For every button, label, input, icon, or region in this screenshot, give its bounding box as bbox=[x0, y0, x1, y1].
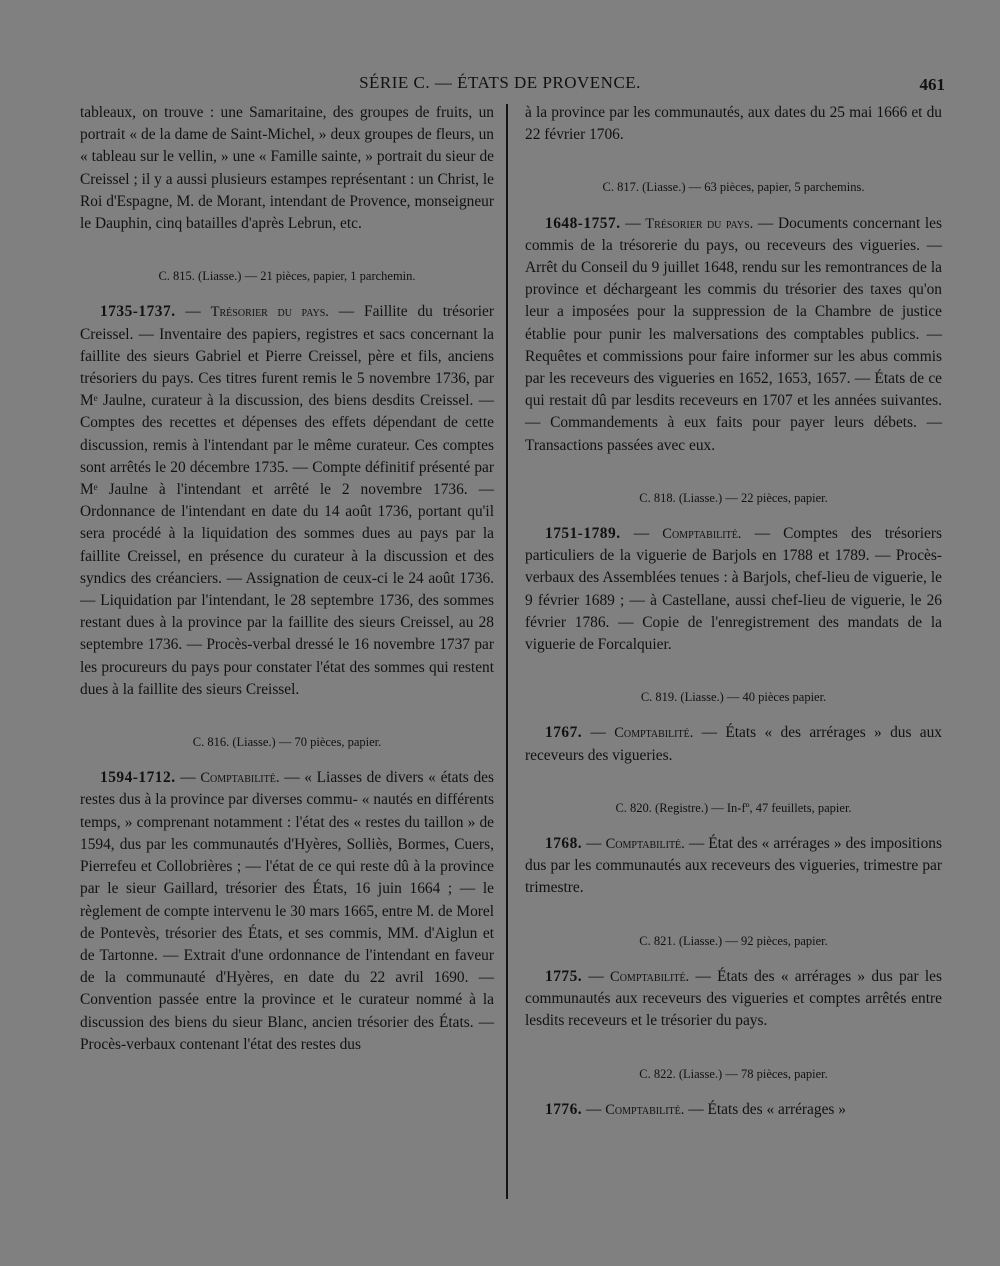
entry-cote: C. 820. (Registre.) — In-fº, 47 feuillets, papier. bbox=[615, 800, 852, 815]
entry-cote: C. 816. (Liasse.) — 70 pièces, papier. bbox=[192, 735, 382, 750]
entry-body: 1775. — Comptabilité. — États des « arrérages » dus par les communautés aux receveurs des vigueries et comptes arrêtés entre lesdits receveurs et le trésorier du pays. bbox=[525, 967, 942, 1030]
entry-body: 1648-1757. — Trésorier du pays. — Documents concernant les commis de la trésorerie du pays, ou receveurs des vigueries. — Arrêt du Conseil du 9 juillet 1648, rendu sur les remontrances de la province et déchargeant les commis du trésorier des taxes qu'on leur a imposées pour la suppression de la Chambre de justice établie pour punir les malversations des comptables publics. — Requêtes et commissions pour faire informer sur les abus commis par les receveurs des vigueries en 1652, 1653, 1657. — États de ce qui restait dû par lesdits receveurs en 1707 et les années suivantes. — Commandements à eux faits pour payer leurs débets. — Transactions passées avec eux. bbox=[525, 214, 943, 454]
entry-rubric: Comptabilité. bbox=[614, 725, 694, 742]
entry-rubric: Comptabilité. bbox=[605, 1101, 685, 1118]
entry-body: 1751-1789. — Comptabilité. — Comptes des trésoriers particuliers de la viguerie de Barjols en 1788 et 1789. — Procès-verbaux des Assemblées tenues : à Barjols, chef-lieu de viguerie, le 9 février 1689 ; — à Castellane, aussi chef-lieu de viguerie, le 26 février 1786. — Copie de l'enregistrement des mandats de la viguerie de Forcalquier. bbox=[525, 525, 942, 654]
running-head: SÉRIE C. — ÉTATS DE PROVENCE. bbox=[359, 73, 641, 92]
entry-cote: C. 819. (Liasse.) — 40 pièces papier. bbox=[640, 690, 827, 705]
archive-entry bbox=[525, 686, 942, 767]
continuation-text: à la province par les communautés, aux dates du 25 mai 1666 et du 22 février 1706. bbox=[525, 104, 942, 144]
entry-text: — États des « arrérages » bbox=[688, 1100, 846, 1118]
entry-body: 1735-1737. — Trésorier du pays. — Faillite du trésorier Creissel. — Inventaire des papiers, registres et sacs concernant la faillite des sieurs Gabriel et Pierre Creissel, père et fils, anciens trésoriers du pays. Ces titres furent remis le 5 novembre 1736, par Mᵉ Jaulne, curateur à la discussion, des biens desdits Creissel. — Comptes des recettes et dépenses des effets dépendant de cette discussion, remis à l'intendant par le même curateur. Ces comptes sont arrêtés le 20 décembre 1735. — Compte définitif présenté par Mᵉ Jaulne à l'intendant et arrêté le 2 novembre 1736. — Ordonnance de l'intendant en date du 14 août 1736, portant qu'il sera procédé à la liquidation des sommes dues au pays par la faillite Creissel, en présence du curateur à la discussion et des syndics des créanciers. — Assignation de ceux-ci le 24 août 1736. — Liquidation par l'intendant, le 28 septembre 1736, des sommes restant dues à la province par la faillite des sieurs Creissel, au 28 septembre 1736. — Procès-verbal dressé le 16 novembre 1737 par les procureurs du pays pour constater l'état des sommes qui restent dues à la faillite des sieurs Creissel. bbox=[80, 303, 494, 698]
entry-rubric: Comptabilité. bbox=[610, 968, 690, 985]
entry-body: 1767. — Comptabilité. — États « des arrérages » dus aux receveurs des vigueries. bbox=[525, 724, 942, 764]
archive-entry bbox=[80, 731, 494, 1056]
entry-rubric: Trésorier du pays. bbox=[645, 215, 754, 232]
entry-cote: C. 821. (Liasse.) — 92 pièces, papier. bbox=[639, 933, 828, 948]
entry-text: — Faillite du trésorier Creissel. — Inventaire des papiers, registres et sacs concernant la faillite des sieurs Gabriel et Pierre Creissel, père et fils, anciens trésoriers du pays. Ces titres furent remis le 5 novembre 1736, par Mᵉ Jaulne, curateur à la discussion, des biens desdits Creissel. — Comptes des recettes et dépenses des effets dépendant de cette discussion, remis à l'intendant par le même curateur. Ces comptes sont arrêtés le 20 décembre 1735. — Compte définitif présenté par Mᵉ Jaulne à l'intendant et arrêté le 2 novembre 1736. — Ordonnance de l'intendant en date du 14 août 1736, portant qu'il sera procédé à la liquidation des sommes dues au pays par la faillite Creissel, en présence du curateur à la discussion et des syndics des créanciers. — Assignation de ceux-ci le 24 août 1736. — Liquidation par l'intendant, le 28 septembre 1736, des sommes restant dues à la province par la faillite des sieurs Creissel, au 28 septembre 1736. — Procès-verbal dressé le 16 novembre 1737 par les procureurs du pays pour constater l'état des sommes qui restent dues à la faillite des sieurs Creissel. bbox=[80, 303, 494, 698]
archive-entry bbox=[525, 1063, 942, 1121]
entry-text: — Comptes des trésoriers particuliers de la viguerie de Barjols en 1788 et 1789. — Procès-verbaux des Assemblées tenues : à Barjols, chef-lieu de viguerie, le 9 février 1689 ; — à Castellane, aussi chef-lieu de viguerie, le 26 février 1786. — Copie de l'enregistrement des mandats de la viguerie de Forcalquier. bbox=[525, 525, 942, 654]
entry-text: — Documents concernant les commis de la trésorerie du pays, ou receveurs des vigueries. — Arrêt du Conseil du 9 juillet 1648, rendu sur les remontrances de la province et déchargeant les commis du trésorier des taxes qu'on leur a imposées pour la suppression de la Chambre de justice établie pour punir les malversations des comptables publics. — Requêtes et commissions pour faire informer sur les abus commis par les receveurs des vigueries en 1652, 1653, 1657. — États de ce qui restait dû par lesdits receveurs en 1707 et les années suivantes. — Commandements à eux faits pour payer leurs débets. — Transactions passées avec eux. bbox=[525, 214, 943, 454]
right-column bbox=[525, 102, 942, 1121]
archive-entry bbox=[525, 176, 942, 456]
page-number: 461 bbox=[919, 75, 945, 94]
archive-entry bbox=[525, 487, 942, 656]
entry-cote: C. 822. (Liasse.) — 78 pièces, papier. bbox=[639, 1066, 828, 1081]
column-rule bbox=[506, 104, 508, 1199]
entry-date: 1768. bbox=[545, 835, 583, 853]
entry-date: 1735-1737. bbox=[100, 303, 176, 321]
entry-text: — États des « arrérages » dus par les communautés aux receveurs des vigueries et comptes arrêtés entre lesdits receveurs et le trésorier du pays. bbox=[525, 967, 942, 1030]
entry-rubric: Comptabilité. bbox=[605, 836, 685, 853]
archive-entry bbox=[80, 265, 494, 701]
entry-rubric: Comptabilité. bbox=[200, 770, 280, 787]
entry-rubric: Comptabilité. bbox=[662, 526, 742, 543]
entry-date: 1751-1789. bbox=[545, 525, 621, 543]
continuation-text: tableaux, on trouve : une Samaritaine, des groupes de fruits, un portrait « de la dame de Saint-Michel, » deux groupes de fleurs, un « tableau sur le vellin, » une « Famille sainte, » portrait du sieur de Creissel ; il y a aussi plusieurs estampes représentant : un Christ, le Roi d'Espagne, M. de Morant, intendant de Provence, monseigneur le Dauphin, cinq batailles d'après Lebrun, etc. bbox=[80, 104, 494, 233]
archive-entry bbox=[525, 797, 942, 900]
entry-text: — « Liasses de divers « états des restes dus à la province par diverses commu- « nautés en différents temps, » comprenant notamment : l'état des « restes du taillon » de 1594, dus par les communautés d'Hyères, Solliès, Bormes, Cuers, Pierrefeu et Collobrières ; — l'état de ce qui reste dû à la province par le sieur Gaillard, trésorier des États, 16 juin 1664 ; — le règlement de compte intervenu le 30 mars 1665, entre M. de Morel de Pontevès, trésorier des États, et ses commis, MM. d'Aiglun et de Tartonne. — Extrait d'une ordonnance de l'intendant en faveur de la communauté d'Hyères, en date du 22 avril 1690. — Convention passée entre la province et le curateur nommé à la discussion des biens du sieur Blanc, ancien trésorier des États. — Procès-verbaux contenant l'état des restes dus bbox=[80, 769, 494, 1053]
entry-body: 1776. — Comptabilité. — États des « arrérages » bbox=[545, 1100, 846, 1118]
entry-body: 1768. — Comptabilité. — État des « arrérages » des impositions dus par les communautés aux receveurs des vigueries, trimestre par trimestre. bbox=[525, 835, 942, 897]
entry-date: 1767. bbox=[545, 724, 583, 742]
entry-cote: C. 817. (Liasse.) — 63 pièces, papier, 5 parchemins. bbox=[602, 180, 865, 195]
entry-date: 1648-1757. bbox=[545, 214, 621, 232]
entry-date: 1594-1712. bbox=[100, 769, 176, 787]
entry-body: 1594-1712. — Comptabilité. — « Liasses de divers « états des restes dus à la province par diverses commu- « nautés en différents temps, » comprenant notamment : l'état des « restes du taillon » de 1594, dus par les communautés d'Hyères, Solliès, Bormes, Cuers, Pierrefeu et Collobrières ; — l'état de ce qui reste dû à la province par le sieur Gaillard, trésorier des États, 16 juin 1664 ; — le règlement de compte intervenu le 30 mars 1665, entre M. de Morel de Pontevès, trésorier des États, et ses commis, MM. d'Aiglun et de Tartonne. — Extrait d'une ordonnance de l'intendant en faveur de la communauté d'Hyères, en date du 22 avril 1690. — Convention passée entre la province et le curateur nommé à la discussion des biens du sieur Blanc, ancien trésorier des États. — Procès-verbaux contenant l'état des restes dus bbox=[80, 769, 494, 1053]
entry-date: 1775. bbox=[545, 967, 583, 985]
entry-text: — État des « arrérages » des impositions dus par les communautés aux receveurs des vigueries, trimestre par trimestre. bbox=[525, 835, 942, 897]
entry-rubric: Trésorier du pays. bbox=[210, 304, 329, 321]
entry-date: 1776. bbox=[545, 1100, 583, 1118]
page-header bbox=[0, 73, 1000, 99]
archive-entry bbox=[525, 930, 942, 1033]
entry-cote: C. 815. (Liasse.) — 21 pièces, papier, 1 parchemin. bbox=[158, 269, 416, 284]
left-column bbox=[80, 102, 494, 1056]
entry-cote: C. 818. (Liasse.) — 22 pièces, papier. bbox=[639, 490, 828, 505]
entry-text: — États « des arrérages » dus aux receveurs des vigueries. bbox=[525, 724, 942, 764]
